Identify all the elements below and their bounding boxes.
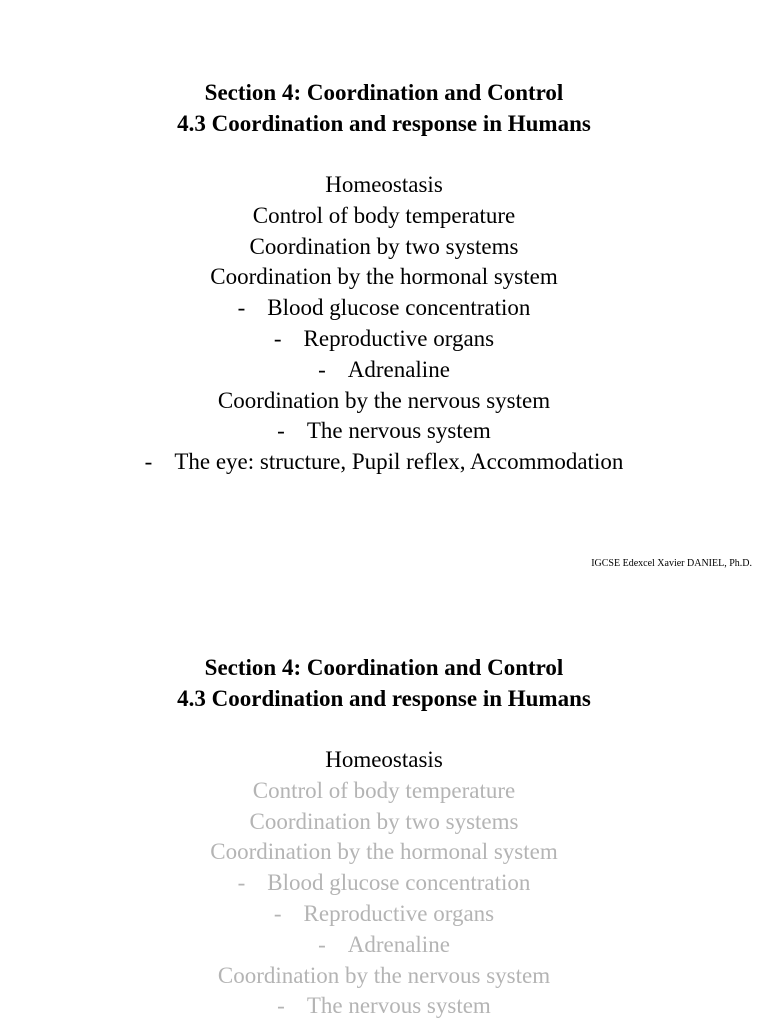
dash-bullet: -: [318, 356, 326, 382]
dash-bullet: -: [277, 993, 285, 1019]
dash-bullet: -: [237, 870, 246, 896]
subtopic-item: - The nervous system: [0, 416, 768, 447]
dash-bullet: -: [273, 900, 282, 926]
subtopic-item: - Blood glucose concentration: [0, 293, 768, 324]
subtopic-item: - Reproductive organs: [0, 899, 768, 930]
topic-item: Control of body temperature: [252, 202, 516, 228]
topic-item-highlighted: Homeostasis: [325, 747, 443, 772]
topic-item: Coordination by the hormonal system: [210, 839, 558, 865]
topic-list: [0, 745, 768, 1022]
subtopic-item: - Adrenaline: [0, 355, 768, 386]
footer-credit: IGCSE Edexcel Xavier DANIEL, Ph.D.: [591, 558, 752, 569]
subtopic-item: - Reproductive organs: [0, 324, 768, 355]
spacer: [0, 714, 768, 745]
topic-list: [0, 170, 768, 478]
dash-bullet: -: [277, 418, 285, 444]
topic-item: Coordination by the nervous system: [217, 387, 551, 413]
topic-item: Coordination by two systems: [249, 808, 519, 834]
section-title: Section 4: Coordination and Control: [204, 655, 564, 680]
topic-item: Homeostasis: [325, 172, 443, 197]
spacer: [0, 139, 768, 170]
subtopic-item: - The nervous system: [0, 991, 768, 1022]
slide-1: [0, 77, 768, 478]
subtopic-item: - Blood glucose concentration: [0, 868, 768, 899]
subtopic-item: - The eye: structure, Pupil reflex, Accommodation: [0, 447, 768, 478]
section-title: Section 4: Coordination and Control: [204, 80, 564, 105]
subtopic-item: - Adrenaline: [0, 930, 768, 961]
dash-bullet: -: [237, 295, 246, 321]
topic-item: Coordination by the hormonal system: [210, 264, 558, 290]
subtitle: 4.3 Coordination and response in Humans: [177, 111, 591, 136]
dash-bullet: -: [318, 931, 326, 957]
subtitle: 4.3 Coordination and response in Humans: [177, 686, 591, 711]
topic-item: Control of body temperature: [252, 777, 516, 803]
dash-bullet: -: [273, 325, 282, 351]
slide-2: [0, 652, 768, 1022]
topic-item: Coordination by the nervous system: [217, 962, 551, 988]
dash-bullet: -: [144, 449, 153, 475]
topic-item: Coordination by two systems: [249, 233, 519, 259]
